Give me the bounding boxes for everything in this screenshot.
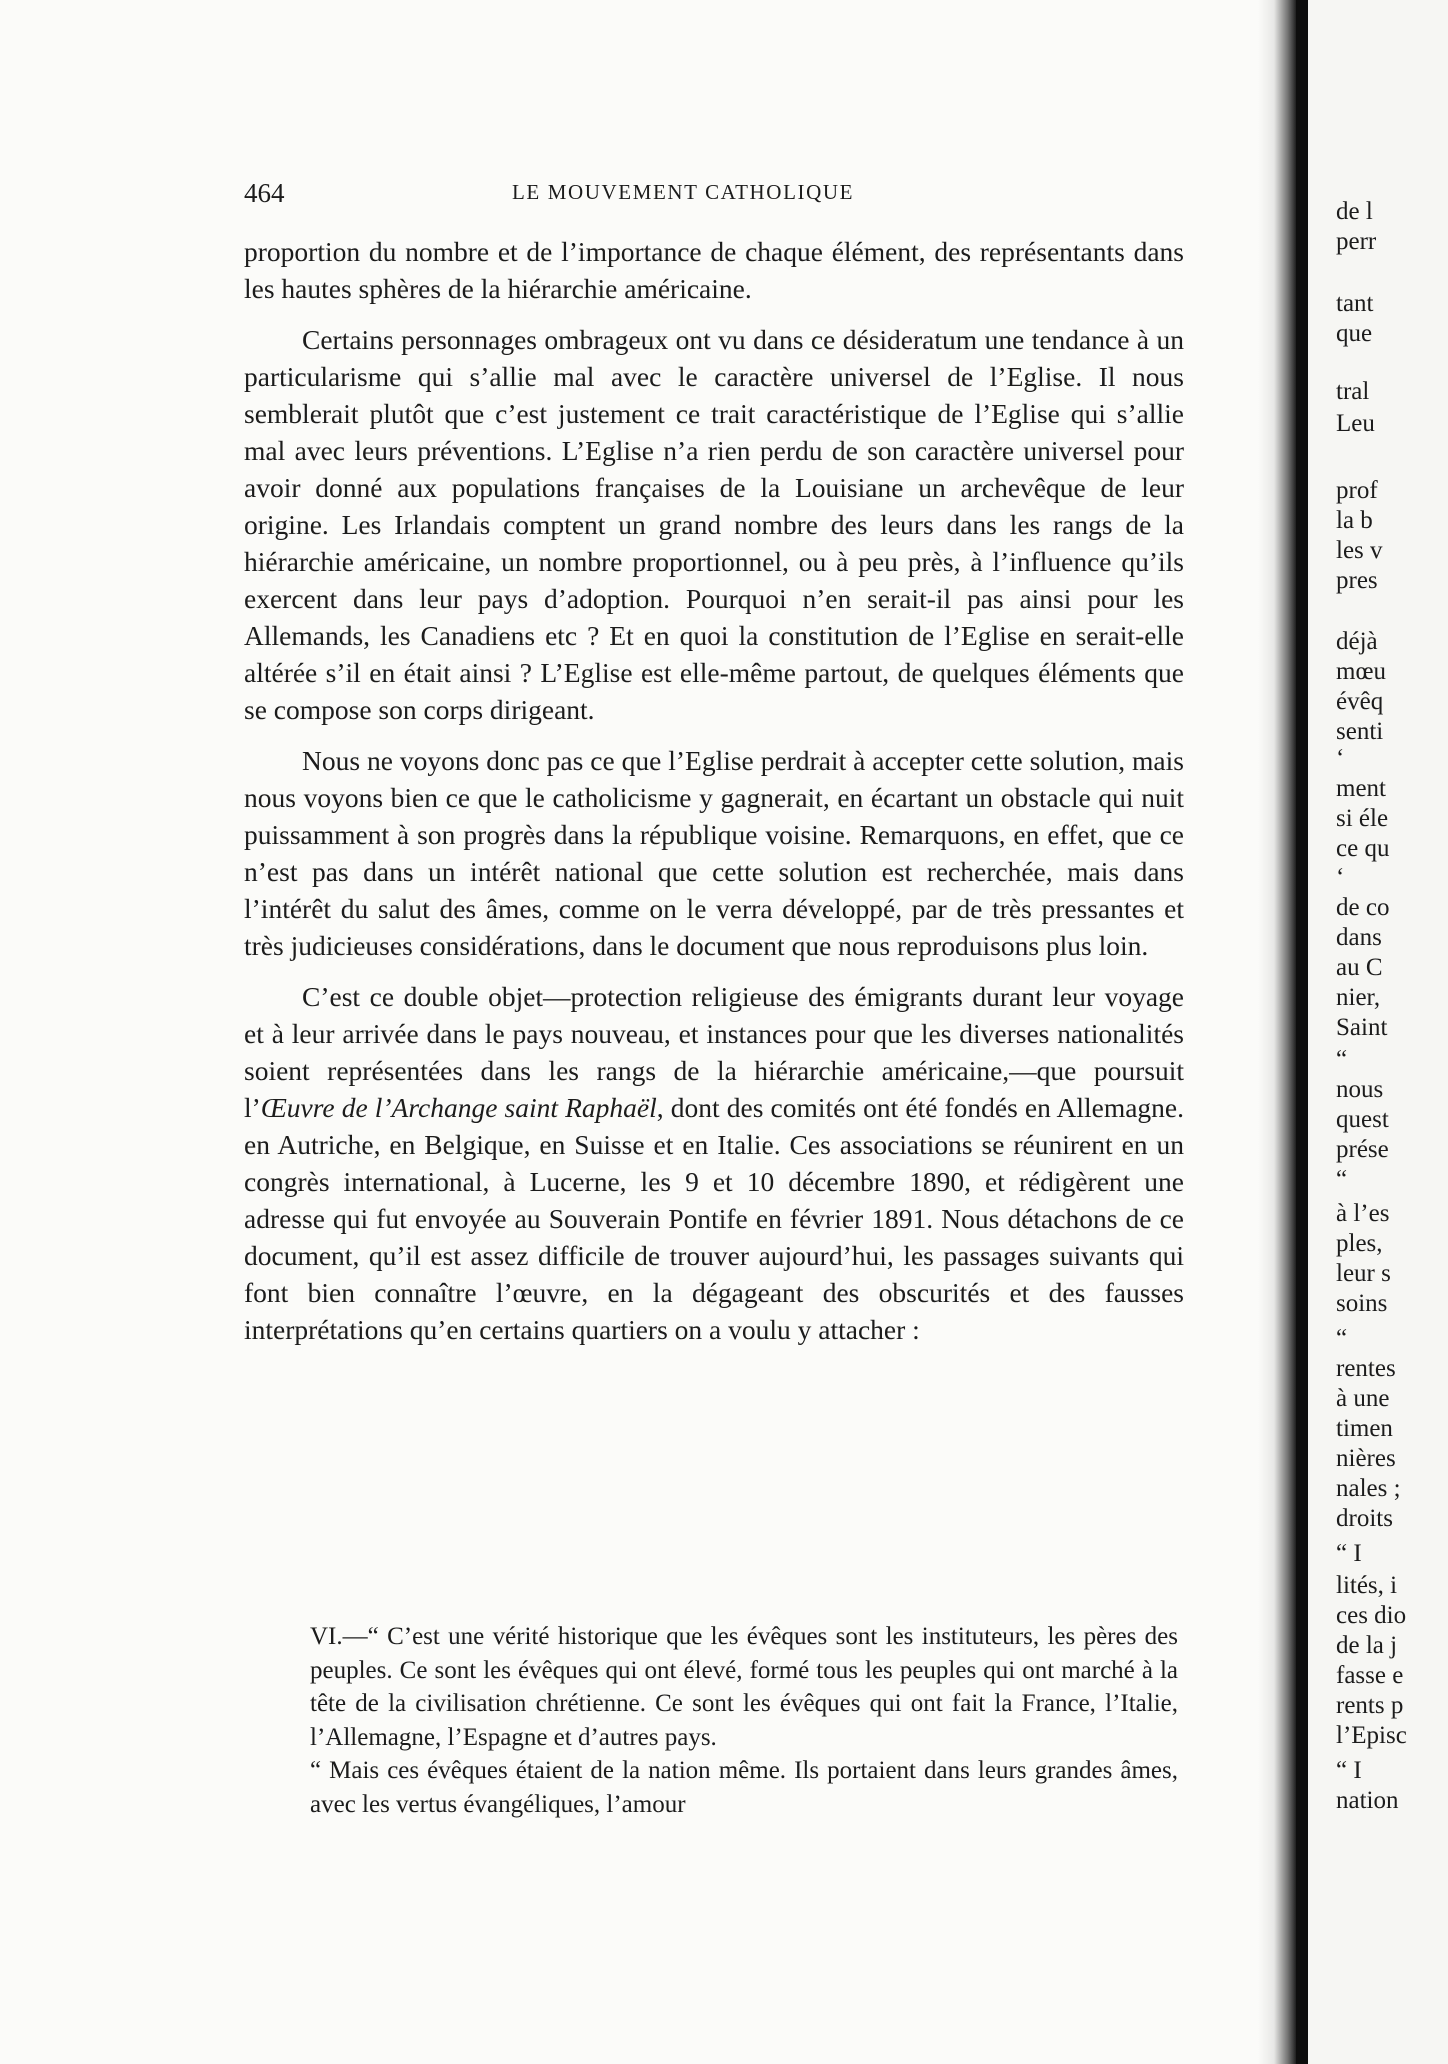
facing-page-line: “ — [1336, 1166, 1348, 1193]
facing-page-line: “ I — [1336, 1540, 1362, 1567]
facing-page-line: nales ; — [1336, 1475, 1401, 1502]
facing-page-line: nous — [1336, 1076, 1384, 1103]
facing-page-line: ment — [1336, 775, 1386, 802]
facing-page-line: fasse e — [1336, 1662, 1404, 1689]
facing-page-line: ples, — [1336, 1230, 1383, 1257]
facing-page-line: l’Episc — [1336, 1722, 1407, 1749]
facing-page-line: si éle — [1336, 805, 1389, 832]
running-title: LE MOUVEMENT CATHOLIQUE — [512, 180, 855, 204]
facing-page-line: lités, i — [1336, 1572, 1398, 1599]
facing-page-line: senti — [1336, 718, 1384, 745]
quote-paragraph-1: VI.—“ C’est une vérité historique que les évêques sont les instituteurs, les pères des peuples. Ce sont les évêques qui ont élevé, formé tous les peuples qui ont marché à la tête de la civilisation chrétienne. Ce sont les évêques qui ont fait la France, l’Italie, l’Allemagne, l’Espagne et d’autres pays. — [310, 1623, 1178, 1751]
facing-page-line: nier, — [1336, 984, 1381, 1011]
quoted-passage — [310, 1620, 1178, 1821]
facing-page-line: rents p — [1336, 1692, 1404, 1719]
paragraph-4-italic-title: Œuvre de l’Archange saint Raphaël — [260, 1092, 657, 1123]
facing-page-line: dans — [1336, 924, 1382, 951]
paragraph-4 — [244, 978, 1184, 1348]
facing-page-line: nation — [1336, 1787, 1399, 1814]
facing-page-text — [1336, 0, 1448, 2064]
facing-page-line: timen — [1336, 1415, 1393, 1442]
page-divider — [1296, 0, 1308, 2064]
facing-page-line: que — [1336, 320, 1373, 347]
facing-page-line: ‘ — [1336, 864, 1345, 891]
facing-page-line: ce qu — [1336, 835, 1390, 862]
facing-page-line: ces dio — [1336, 1602, 1407, 1629]
facing-page-line: de l — [1336, 198, 1373, 225]
facing-page-line: évêq — [1336, 688, 1384, 715]
facing-page-line: leur s — [1336, 1260, 1391, 1287]
facing-page-line: de la j — [1336, 1632, 1398, 1659]
facing-page-line: “ — [1336, 1046, 1348, 1073]
gutter-shadow — [1258, 0, 1298, 2064]
running-head — [244, 178, 1244, 212]
paragraph-3: Nous ne voyons donc pas ce que l’Eglise perdrait à accepter cette solution, mais nous voyons bien ce que le catholicisme y gagnerait, en écartant un obstacle qui nuit puissamment à son progrès dans la république voisine. Remarquons, en effet, que ce n’est pas dans un intérêt national que cette solution est recherchée, mais dans l’intérêt du salut des âmes, comme on le verra développé, par de très pressantes et très judicieuses considérations, dans le document que nous reproduisons plus loin. — [244, 745, 1184, 961]
page-number: 464 — [244, 178, 285, 208]
paragraph-1: proportion du nombre et de l’importance de chaque élément, des représentants dans les hautes sphères de la hiérarchie américaine. — [244, 236, 1184, 304]
facing-page-line: prése — [1336, 1136, 1389, 1163]
facing-page-line: pres — [1336, 567, 1378, 594]
paragraph-2: Certains personnages ombrageux ont vu dans ce désideratum une tendance à un particularisme qui s’allie mal avec le caractère universel de l’Eglise. Il nous semblerait plutôt que c’est justement ce trait caractéristique de l’Eglise qui s’allie mal avec leurs préventions. L’Eglise n’a rien perdu de son caractère universel pour avoir donné aux populations françaises de la Louisiane un archevêque de leur origine. Les Irlandais comptent un grand nombre des leurs dans les rangs de la hiérarchie américaine, un nombre proportionnel, ou à peu près, à l’influence qu’ils exercent dans leur pays d’adoption. Pourquoi n’en serait-il pas ainsi pour les Allemands, les Canadiens etc ? Et en quoi la constitution de l’Eglise en serait-elle altérée s’il en était ainsi ? L’Eglise est elle-même partout, de quelques éléments que se compose son corps dirigeant. — [244, 324, 1184, 725]
facing-page-line: quest — [1336, 1106, 1389, 1133]
facing-page-line: prof — [1336, 477, 1378, 504]
facing-page-line: nières — [1336, 1445, 1396, 1472]
paragraph-4-text-a: C’est ce double objet—protection religieuse des émigrants durant leur voyage et à leur arrivée dans le pays nouveau, et instances pour que les diverses nationalités soient représentées dans les rangs de la hiérarchie américaine,—que poursuit l’ — [244, 981, 1184, 1123]
body-text — [244, 233, 1184, 1348]
quote-paragraph-2: “ Mais ces évêques étaient de la nation même. Ils portaient dans leurs grandes âmes, avec les vertus évangéliques, l’amour — [310, 1757, 1178, 1818]
facing-page-line: Saint — [1336, 1014, 1388, 1041]
facing-page-line: soins — [1336, 1290, 1388, 1317]
paragraph-4-text-b: , dont des comités ont été fondés en Allemagne. en Autriche, en Belgique, en Suisse et en Italie. Ces associations se réunirent en un congrès international, à Lucerne, les 9 et 10 décembre 1890, et rédigèrent une adresse qui fut envoyée au Souverain Pontife en février 1891. Nous détachons de ce document, qu’il est assez difficile de trouver aujourd’hui, les passages suivants qui font bien connaître l’œuvre, en la dégageant des obscurités et des fausses interprétations qu’en certains quartiers on a voulu y attacher : — [244, 1092, 1184, 1345]
facing-page-line: tral — [1336, 378, 1370, 405]
facing-page-line: droits — [1336, 1505, 1393, 1532]
facing-page-line: à l’es — [1336, 1200, 1390, 1227]
facing-page-line: ‘ — [1336, 745, 1345, 772]
facing-page-line: déjà — [1336, 628, 1378, 655]
facing-page-line: la b — [1336, 507, 1373, 534]
facing-page-line: au C — [1336, 954, 1383, 981]
facing-page-line: perr — [1336, 228, 1377, 255]
facing-page-line: rentes — [1336, 1355, 1396, 1382]
facing-page-line: de co — [1336, 894, 1390, 921]
facing-page-line: les v — [1336, 537, 1383, 564]
facing-page-line: tant — [1336, 290, 1374, 317]
facing-page-line: à une — [1336, 1385, 1390, 1412]
facing-page-line: mœu — [1336, 658, 1386, 685]
facing-page-line: “ I — [1336, 1757, 1362, 1784]
facing-page-line: “ — [1336, 1325, 1348, 1352]
facing-page-line: Leu — [1336, 410, 1375, 437]
